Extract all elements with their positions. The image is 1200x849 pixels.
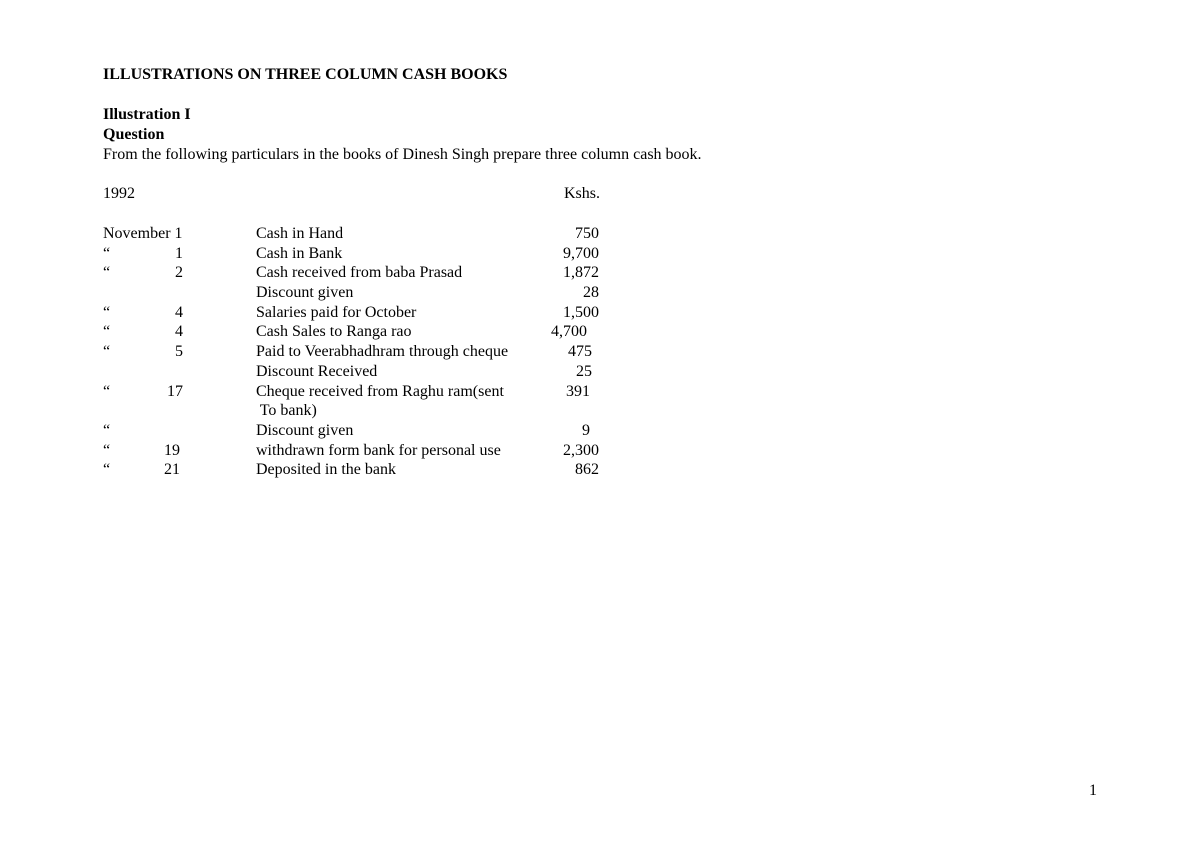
- entry-month: November 1: [103, 225, 183, 242]
- entry-description: Paid to Veerabhadhram through cheque: [256, 343, 509, 361]
- entry-description: Deposited in the bank: [256, 461, 396, 479]
- transaction-row: [103, 322, 623, 342]
- transaction-row: [103, 441, 623, 461]
- entry-day: 5: [175, 343, 183, 361]
- entry-amount: 2,300: [563, 441, 599, 459]
- entry-month: “: [103, 303, 111, 321]
- transaction-row: [103, 362, 623, 382]
- transaction-row: [103, 263, 623, 283]
- entry-month: “: [103, 323, 111, 341]
- transaction-row: [103, 382, 623, 402]
- entry-description: Cash in Bank: [256, 244, 343, 262]
- entry-amount: 862: [575, 461, 599, 479]
- entry-amount: 28: [583, 284, 599, 302]
- transaction-row: [103, 421, 623, 441]
- transaction-row: [103, 303, 623, 323]
- entry-day: 1: [175, 244, 183, 262]
- entry-month: “: [103, 382, 111, 400]
- transaction-row: [103, 224, 623, 244]
- entry-day: 21: [164, 461, 180, 479]
- entry-amount: 475: [568, 343, 592, 361]
- entry-month: “: [103, 343, 111, 361]
- page-number: 1: [1089, 782, 1097, 799]
- entry-description: Cash received from baba Prasad: [256, 264, 463, 282]
- entry-amount: 25: [576, 362, 592, 380]
- transaction-row: [103, 460, 623, 480]
- entry-description: withdrawn form bank for personal use: [256, 441, 501, 459]
- entry-day: 4: [175, 303, 183, 321]
- transactions-list: [103, 224, 623, 480]
- entry-amount: 1,872: [563, 264, 599, 282]
- entry-amount: 9: [582, 421, 590, 439]
- entry-amount: 1,500: [563, 303, 599, 321]
- transaction-row: [103, 244, 623, 264]
- entry-month: “: [103, 421, 111, 439]
- entry-description: Discount given: [256, 421, 354, 439]
- question-text: From the following particulars in the books of Dinesh Singh prepare three column cash book.: [103, 146, 702, 163]
- entry-description: Salaries paid for October: [256, 303, 417, 321]
- document-heading: ILLUSTRATIONS ON THREE COLUMN CASH BOOKS: [103, 66, 508, 83]
- question-label: Question: [103, 126, 165, 143]
- entry-month: “: [103, 244, 111, 262]
- year-label: 1992: [103, 185, 135, 202]
- entry-description: Cheque received from Raghu ram(sent: [256, 382, 504, 400]
- transaction-row: [103, 283, 623, 303]
- entry-amount: 391: [566, 382, 590, 400]
- currency-label: Kshs.: [564, 185, 601, 202]
- entry-amount: 9,700: [563, 244, 599, 262]
- entry-amount: 4,700: [551, 323, 587, 341]
- entry-description: Discount Received: [256, 362, 378, 380]
- transaction-row: [103, 342, 623, 362]
- entry-day: 19: [164, 441, 180, 459]
- entry-amount: 750: [575, 225, 599, 242]
- entry-description: Cash in Hand: [256, 225, 344, 242]
- entry-description: Cash Sales to Ranga rao: [256, 323, 412, 341]
- transaction-row: [103, 401, 623, 421]
- entry-month: “: [103, 264, 111, 282]
- entry-month: “: [103, 461, 111, 479]
- entry-description: Discount given: [256, 284, 354, 302]
- entry-day: 2: [175, 264, 183, 282]
- entry-description: To bank): [256, 402, 317, 420]
- entry-day: 17: [167, 382, 183, 400]
- entry-month: “: [103, 441, 111, 459]
- entry-day: 4: [175, 323, 183, 341]
- illustration-title: Illustration I: [103, 106, 191, 123]
